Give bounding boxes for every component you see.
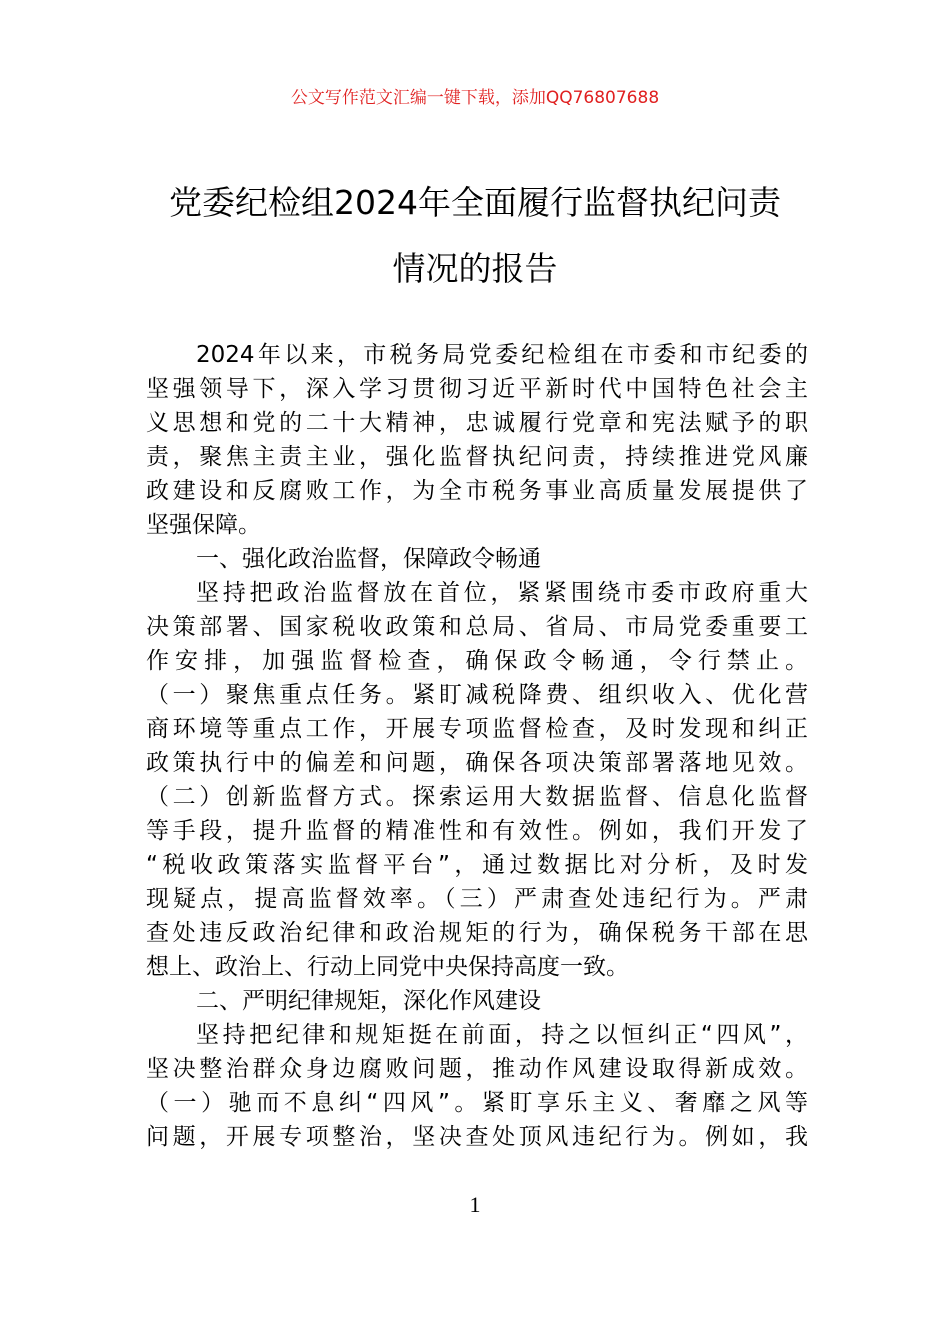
body-line: 责，聚焦主责主业，强化监督执纪问责，持续推进党风廉	[146, 444, 808, 470]
body-line: 2024年以来，市税务局党委纪检组在市委和市纪委的	[196, 342, 808, 368]
body-line: 问题，开展专项整治，坚决查处顶风违纪行为。例如，我	[146, 1124, 808, 1150]
body-line: 政建设和反腐败工作，为全市税务事业高质量发展提供了	[146, 478, 808, 504]
body-line: 查处违反政治纪律和政治规矩的行为，确保税务干部在思	[146, 920, 808, 946]
body-line: 等手段，提升监督的精准性和有效性。例如，我们开发了	[146, 818, 808, 844]
body-line: （二）创新监督方式。探索运用大数据监督、信息化监督	[146, 784, 808, 810]
section-heading-1: 一、强化政治监督，保障政令畅通	[196, 546, 541, 572]
header-download-note: 公文写作范文汇编一键下载，添加QQ76807688	[290, 88, 660, 108]
body-line: 想上、政治上、行动上同党中央保持高度一致。	[146, 954, 629, 980]
page-number: 1	[469, 1192, 481, 1217]
body-line: 坚决整治群众身边腐败问题，推动作风建设取得新成效。	[146, 1056, 808, 1082]
body-line: （一）聚焦重点任务。紧盯减税降费、组织收入、优化营	[146, 682, 808, 708]
body-line: 决策部署、国家税收政策和总局、省局、市局党委重要工	[146, 614, 808, 640]
body-line: 商环境等重点工作，开展专项监督检查，及时发现和纠正	[146, 716, 808, 742]
body-line: 义思想和党的二十大精神，忠诚履行党章和宪法赋予的职	[146, 410, 808, 436]
body-line: 坚持把纪律和规矩挺在前面，持之以恒纠正“四风”，	[196, 1022, 808, 1048]
body-line: 作安排，加强监督检查，确保政令畅通，令行禁止。	[146, 648, 808, 674]
body-line: 坚强领导下，深入学习贯彻习近平新时代中国特色社会主	[146, 376, 808, 402]
body-line: （一）驰而不息纠“四风”。紧盯享乐主义、奢靡之风等	[146, 1090, 808, 1116]
body-line: 政策执行中的偏差和问题，确保各项决策部署落地见效。	[146, 750, 808, 776]
body-line: 坚持把政治监督放在首位，紧紧围绕市委市政府重大	[196, 580, 808, 606]
title-line-1: 党委纪检组2024年全面履行监督执纪问责	[169, 183, 781, 222]
body-line: 现疑点，提高监督效率。（三）严肃查处违纪行为。严肃	[146, 886, 808, 912]
document-title	[0, 170, 950, 302]
body-line: 坚强保障。	[146, 512, 261, 538]
document-body	[146, 338, 808, 1154]
section-heading-2: 二、严明纪律规矩，深化作风建设	[196, 988, 541, 1014]
title-line-2: 情况的报告	[392, 249, 558, 288]
body-line: “税收政策落实监督平台”，通过数据比对分析，及时发	[146, 852, 808, 878]
